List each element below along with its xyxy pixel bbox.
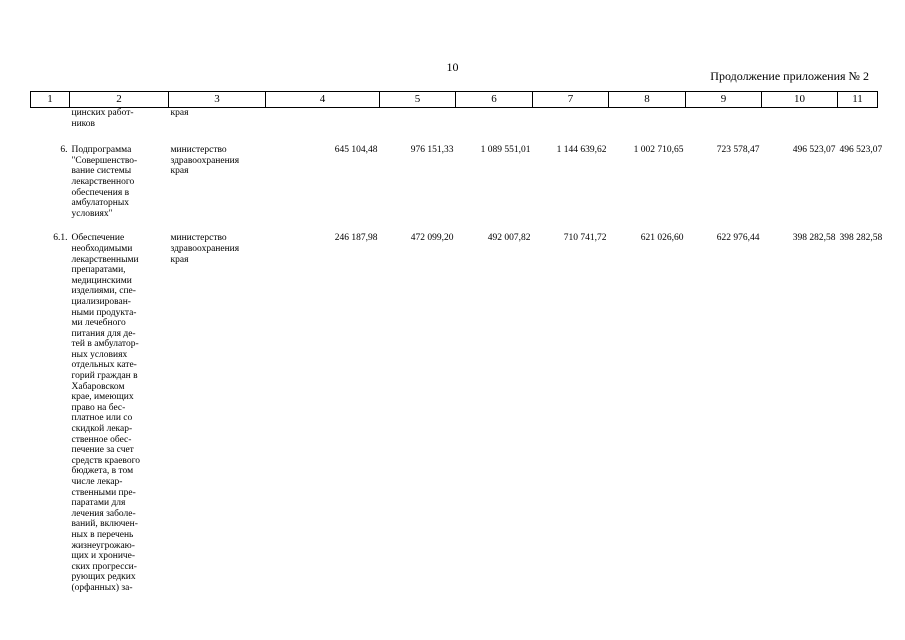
table-row (31, 129, 878, 219)
row-name: Обеспечение необходимыми лекарственными препаратами, медицинскими изделиями, спе- циализирован- ными продукта- ми лечебного питания для де- тей в амбулатор- ных условиях отдельных кате- горий граждан в Хабаровском крае, имеющих право на бес- платное или со скидкой лекар- ственное обес- печение за счет средств краевого бюджета, в том числе лекар- ственными пре- паратами для лечения заболе- ваний, включен- ных в перечень жизнеугрожаю- щих и хрониче- ских прогресси- рующих редких (орфанных) за- (71, 233, 140, 593)
value-cell: 622 976,44 (716, 233, 760, 244)
row-name: цинских работ- ников (71, 108, 134, 129)
value-cell: 472 099,20 (410, 233, 454, 244)
table-row-continuation (31, 108, 878, 130)
column-header: 2 (70, 92, 169, 108)
column-header: 8 (609, 92, 686, 108)
continuation-note: Продолжение приложения № 2 (710, 69, 869, 83)
column-header: 5 (380, 92, 456, 108)
value-cell: 246 187,98 (334, 233, 378, 244)
value-cell: 621 026,60 (640, 233, 684, 244)
page-number: 10 (446, 60, 459, 74)
value-cell: 710 741,72 (563, 233, 607, 244)
column-header: 4 (266, 92, 380, 108)
column-header: 1 (31, 92, 70, 108)
value-cell: 492 007,82 (487, 233, 531, 244)
value-cell: 1 089 551,01 (480, 145, 531, 156)
value-cell: 645 104,48 (334, 145, 378, 156)
column-header: 7 (533, 92, 609, 108)
value-cell: 723 578,47 (716, 145, 760, 156)
value-cell: 976 151,33 (410, 145, 454, 156)
column-header: 3 (169, 92, 266, 108)
value-cell: 1 144 639,62 (556, 145, 607, 156)
appendix-table (30, 91, 883, 594)
value-cell: 398 282,58 (792, 233, 836, 244)
row-number: 6. (60, 145, 68, 156)
row-number: 6.1. (53, 233, 68, 244)
value-cell: 398 282,58 (839, 233, 883, 244)
row-executor: министерство здравоохранения края (170, 145, 240, 177)
value-cell: 496 523,07 (839, 145, 883, 156)
column-header: 6 (456, 92, 533, 108)
row-name: Подпрограмма "Совершенство- вание системы лекарственного обеспечения в амбулаторных условиях" (71, 145, 138, 219)
value-cell: 496 523,07 (792, 145, 836, 156)
value-cell: 1 002 710,65 (633, 145, 684, 156)
column-header: 9 (686, 92, 762, 108)
row-executor: края (170, 108, 189, 118)
row-number (31, 108, 70, 130)
column-header: 10 (762, 92, 838, 108)
row-executor: министерство здравоохранения края (170, 233, 240, 265)
table-row (31, 219, 878, 593)
table-header-row (31, 92, 878, 108)
column-header: 11 (838, 92, 878, 108)
